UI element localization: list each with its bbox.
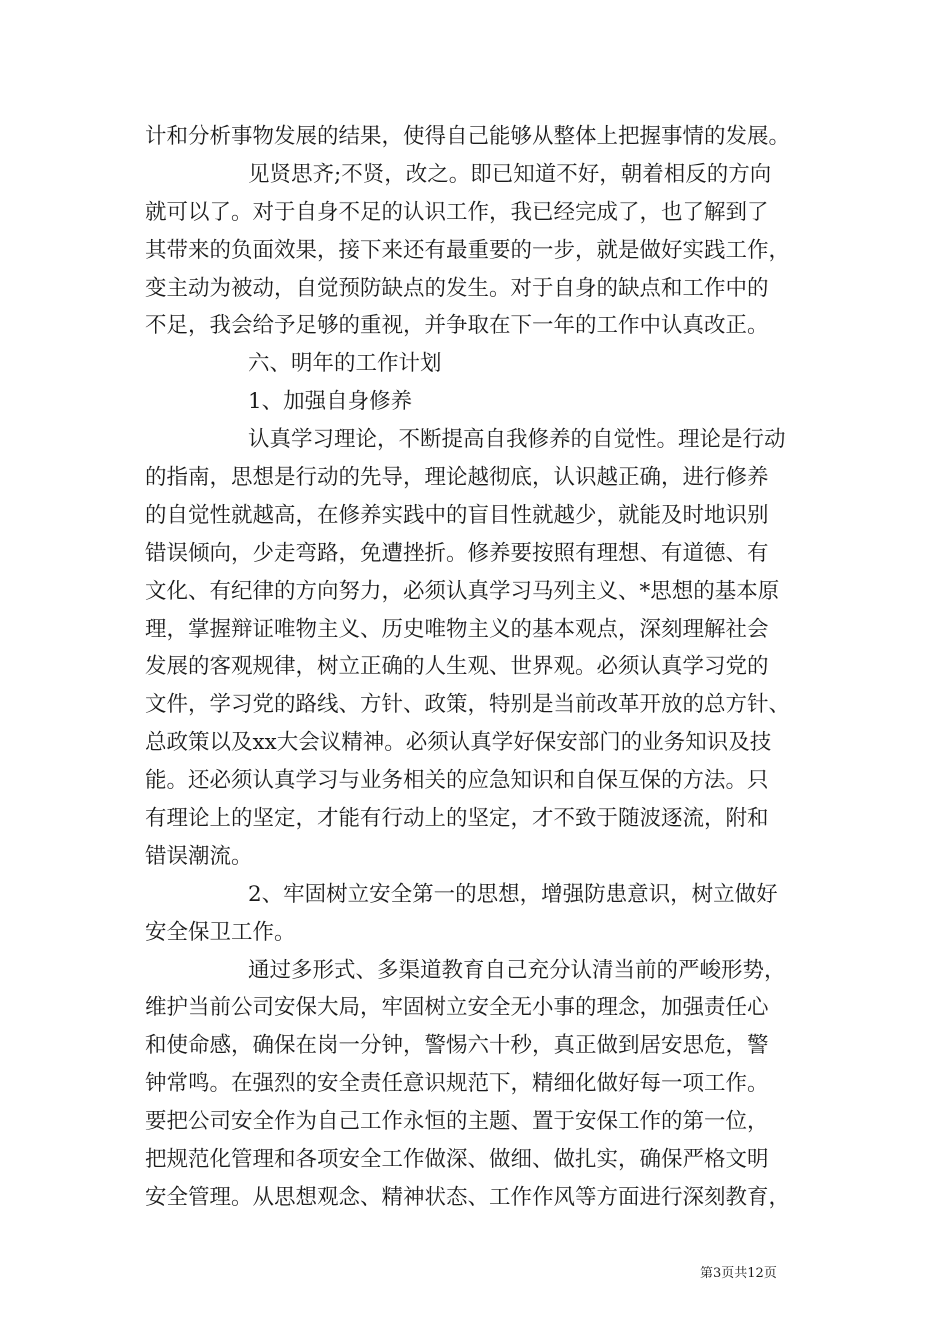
- text-line: 文化、有纪律的方向努力，必须认真学习马列主义、*思想的基本原: [145, 578, 780, 604]
- text-line: 通过多形式、多渠道教育自己充分认清当前的严峻形势，: [248, 957, 786, 983]
- text-line: 总政策以及xx大会议精神。必须认真学好保安部门的业务知识及技: [145, 730, 772, 756]
- subsection-heading: 1、加强自身修养: [248, 389, 413, 415]
- text-line: 理，掌握辩证唯物主义、历史唯物主义的基本观点，深刻理解社会: [145, 616, 769, 642]
- text-line: 的自觉性就越高，在修养实践中的盲目性就越少，就能及时地识别: [145, 502, 769, 528]
- text-line: 的指南，思想是行动的先导，理论越彻底，认识越正确，进行修养: [145, 465, 769, 491]
- text-line: 安全保卫工作。: [145, 919, 296, 945]
- text-line: 错误潮流。: [145, 843, 253, 869]
- text-line: 变主动为被动，自觉预防缺点的发生。对于自身的缺点和工作中的: [145, 275, 769, 301]
- text-line: 和使命感，确保在岗一分钟，警惕六十秒，真正做到居安思危，警: [145, 1033, 769, 1059]
- text-line: 要把公司安全作为自己工作永恒的主题、置于安保工作的第一位，: [145, 1109, 769, 1135]
- text-line: 有理论上的坚定，才能有行动上的坚定，才不致于随波逐流，附和: [145, 806, 769, 832]
- text-line: 把规范化管理和各项安全工作做深、做细、做扎实，确保严格文明: [145, 1147, 769, 1173]
- text-line: 认真学习理论，不断提高自我修养的自觉性。理论是行动: [248, 427, 786, 453]
- body-text: [145, 118, 825, 1217]
- text-line: 钟常鸣。在强烈的安全责任意识规范下，精细化做好每一项工作。: [145, 1071, 769, 1097]
- text-line: 不足，我会给予足够的重视，并争取在下一年的工作中认真改正。: [145, 313, 769, 339]
- text-line: 错误倾向，少走弯路，免遭挫折。修养要按照有理想、有道德、有: [145, 540, 769, 566]
- text-line: 安全管理。从思想观念、精神状态、工作作风等方面进行深刻教育，: [145, 1184, 791, 1210]
- subsection-heading: 2、牢固树立安全第一的思想，增强防患意识，树立做好: [248, 881, 778, 907]
- section-heading: 六、明年的工作计划: [248, 351, 442, 377]
- text-line: 其带来的负面效果，接下来还有最重要的一步，就是做好实践工作，: [145, 237, 791, 263]
- text-line: 文件，学习党的路线、方针、政策，特别是当前改革开放的总方针、: [145, 692, 791, 718]
- text-line: 计和分析事物发展的结果，使得自己能够从整体上把握事情的发展。: [145, 124, 791, 149]
- text-line: 维护当前公司安保大局，牢固树立安全无小事的理念，加强责任心: [145, 995, 769, 1021]
- text-line: 能。还必须认真学习与业务相关的应急知识和自保互保的方法。只: [145, 768, 769, 794]
- page-number-footer: 第3页共12页: [700, 1266, 777, 1281]
- text-line: 就可以了。对于自身不足的认识工作，我已经完成了，也了解到了: [145, 199, 769, 225]
- text-line: 发展的客观规律，树立正确的人生观、世界观。必须认真学习党的: [145, 654, 769, 680]
- text-line: 见贤思齐;不贤，改之。即已知道不好，朝着相反的方向: [248, 161, 772, 187]
